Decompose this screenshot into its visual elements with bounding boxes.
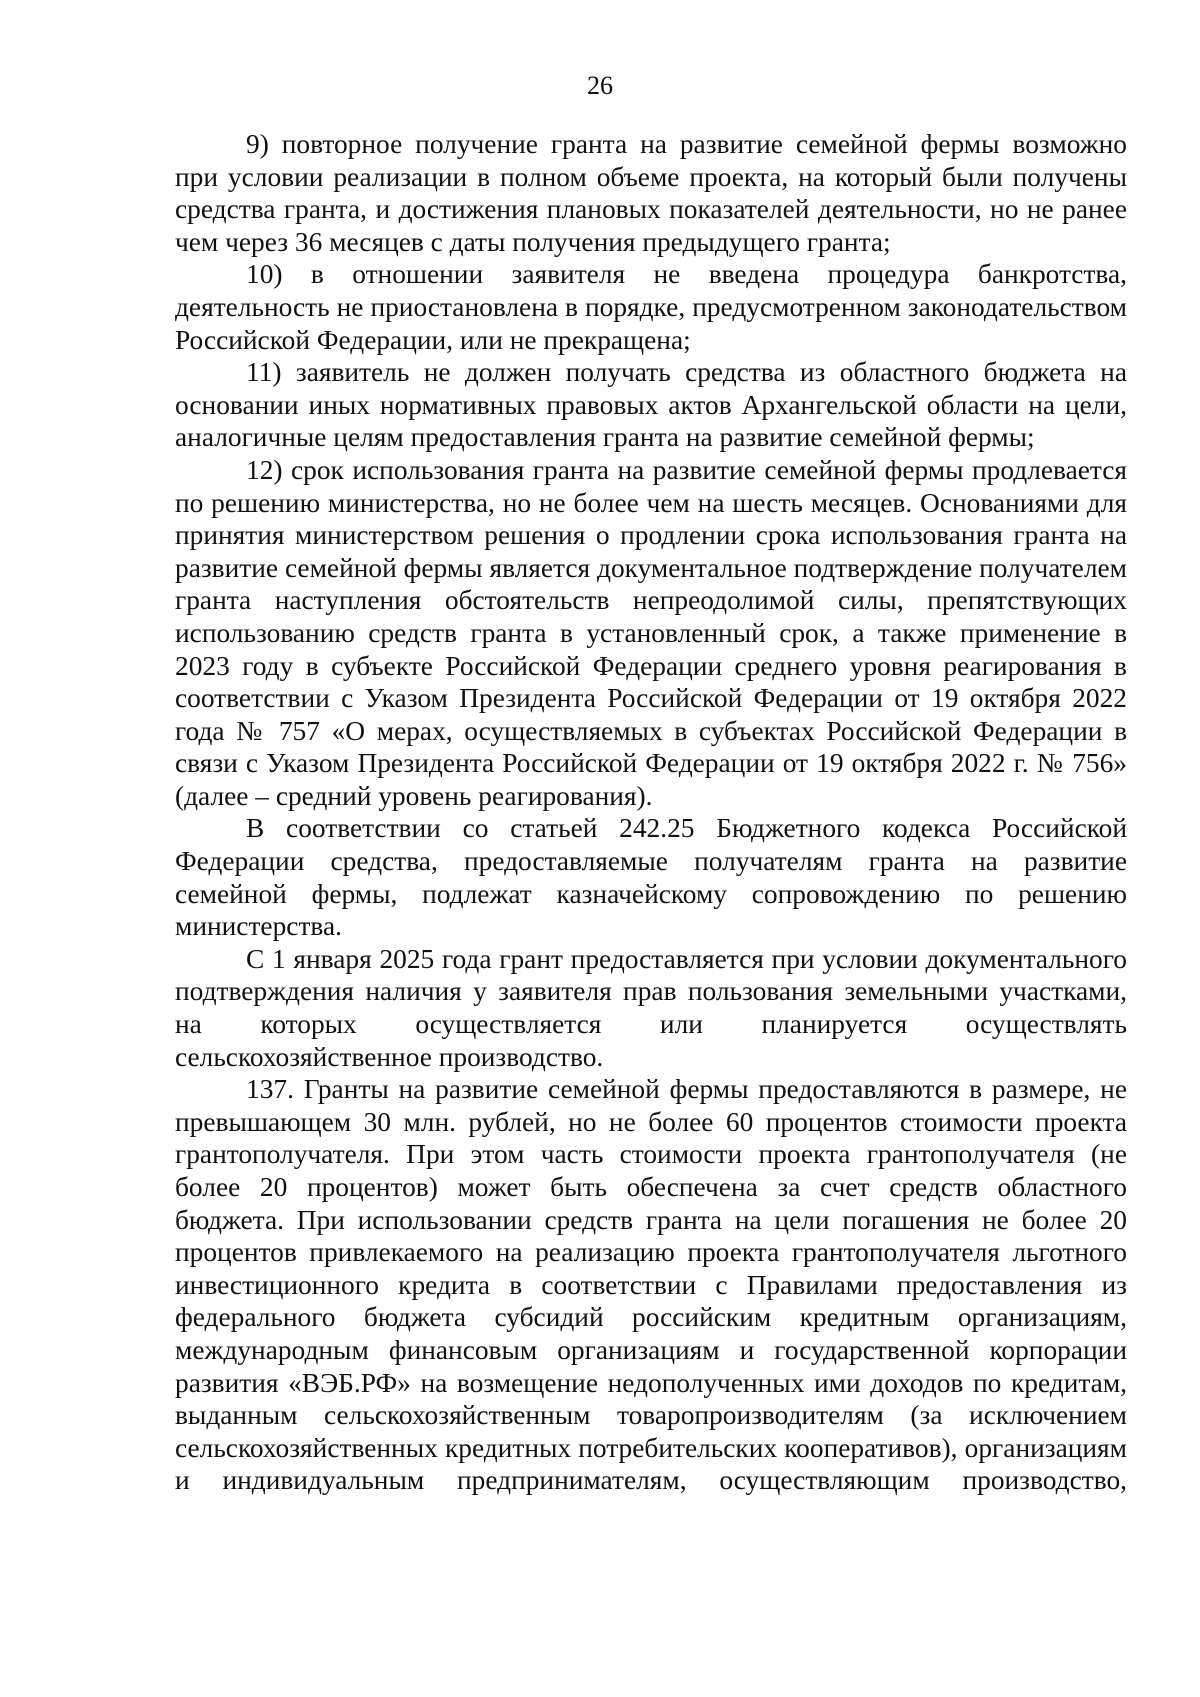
document-body [175, 128, 1127, 1497]
paragraph-item-11: 11) заявитель не должен получать средства из областного бюджета на основании иных нормативных правовых актов Архангельской области на цели, аналогичные целям предоставления гранта на развитие семейной фермы; [175, 357, 1127, 453]
paragraph-item-9: 9) повторное получение гранта на развитие семейной фермы возможно при условии реализации в полном объеме проекта, на который были получены средства гранта, и достижения плановых показателей деятельности, но не ранее чем через 36 месяцев с даты получения предыдущего гранта; [175, 129, 1127, 257]
page-number: 26 [587, 71, 613, 100]
paragraph-137: 137. Гранты на развитие семейной фермы предоставляются в размере, не превышающем 30 млн. рублей, но не более 60 процентов стоимости проекта грантополучателя. При этом часть стоимости проекта грантополучателя (не более 20 процентов) может быть обеспечена за счет средств областного бюджета. При использовании средств гранта на цели погашения не более 20 процентов привлекаемого на реализацию проекта грантополучателя льготного инвестиционного кредита в соответствии с Правилами предоставления из федерального бюджета субсидий российским кредитным организациям, международным финансовым организациям и государственной корпорации развития «ВЭБ.РФ» на возмещение недополученных ими доходов по кредитам, выданным сельскохозяйственным товаропроизводителям (за исключением сельскохозяйственных кредитных потребительских кооперативов), организациям и индивидуальным предпринимателям, осуществляющим производство, [175, 1074, 1127, 1496]
paragraph-treasury-support: В соответствии со статьей 242.25 Бюджетного кодекса Российской Федерации средства, предоставляемые получателям гранта на развитие семейной фермы, подлежат казначейскому сопровождению по решению министерства. [175, 813, 1127, 942]
paragraph-land-rights: С 1 января 2025 года грант предоставляется при условии документального подтверждения наличия у заявителя прав пользования земельными участками, на которых осуществляется или планируется осуществлять сельскохозяйственное производство. [175, 943, 1127, 1072]
paragraph-item-10: 10) в отношении заявителя не введена процедура банкротства, деятельность не приостановлена в порядке, предусмотренном законодательством Российской Федерации, или не прекращена; [175, 259, 1127, 355]
paragraph-item-12: 12) срок использования гранта на развитие семейной фермы продлевается по решению министерства, но не более чем на шесть месяцев. Основаниями для принятия министерством решения о продлении срока использования гранта на развитие семейной фермы является документальное подтверждение получателем гранта наступления обстоятельств непреодолимой силы, препятствующих использованию средств гранта в установленный срок, а также применение в 2023 году в субъекте Российской Федерации среднего уровня реагирования в соответствии с Указом Президента Российской Федерации от 19 октября 2022 года № 757 «О мерах, осуществляемых в субъектах Российской Федерации в связи с Указом Президента Российской Федерации от 19 октября 2022 г. № 756» (далее – средний уровень реагирования). [175, 454, 1127, 811]
